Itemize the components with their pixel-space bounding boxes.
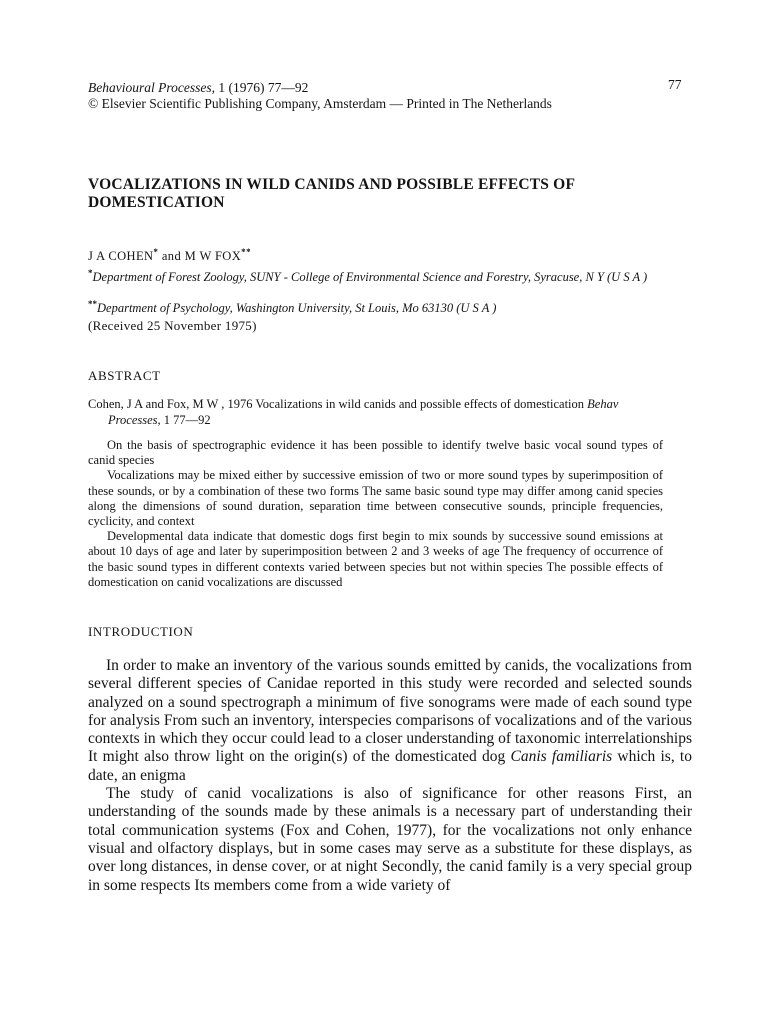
citation-pages: 1 77—92	[160, 413, 211, 427]
species-name: Canis familiaris	[510, 748, 613, 766]
abstract-body	[88, 438, 663, 590]
author-line	[88, 247, 251, 264]
journal-citation-line	[88, 80, 308, 96]
affiliation-2-text: Department of Psychology, Washington University, St Louis, Mo 63130 (U S A )	[97, 301, 497, 316]
introduction-body	[88, 657, 692, 895]
author-cohen-mark: *	[153, 247, 159, 257]
abstract-heading: ABSTRACT	[88, 368, 161, 383]
introduction-paragraph-1-text: In order to make an inventory of the various sounds emitted by canids, the vocalizations from several different species of Canidae reported in this study were recorded and selected sounds analyzed on a sound spectrograph a minimum of five sonograms were made of each sound type for analysis From such an inventory, interspecies comparisons of vocalizations and of the various contexts in which they occur could lead to a closer understanding of taxonomic interrelationships It might also throw light on the origin(s) of the domesticated dog	[88, 657, 692, 766]
journal-name: Behavioural Processes,	[88, 80, 215, 95]
article-title: VOCALIZATIONS IN WILD CANIDS AND POSSIBLE EFFECTS OF DOMESTICATION	[88, 176, 575, 211]
introduction-heading: INTRODUCTION	[88, 624, 194, 639]
introduction-paragraph-1-end: which is, to date, an enigma	[88, 748, 692, 784]
page-number: 77	[668, 77, 682, 92]
author-fox: M W FOX	[184, 249, 242, 264]
affiliation-1	[88, 266, 688, 284]
affiliation-2-mark: **	[88, 299, 97, 309]
affiliation-1-text: Department of Forest Zoology, SUNY - College of Environmental Science and Forestry, Syracuse, N Y (U S A )	[92, 270, 648, 285]
affiliation-2	[88, 297, 688, 315]
abstract-paragraph-3: Developmental data indicate that domestic dogs first begin to mix sounds by successive sound emissions at about 10 days of age and later by superimposition between 2 and 3 weeks of age The frequency of occurrence of the basic sound types in different contexts varied between species but not within species The possible effects of domestication on canid vocalizations are discussed	[88, 529, 663, 589]
introduction-paragraph-2: The study of canid vocalizations is also of significance for other reasons First, an understanding of the sounds made by these animals is a necessary part of understanding their total communication systems (Fox and Cohen, 1977), for the vocalizations not only enhance visual and olfactory displays, but in some cases may serve as a substitute for these displays, as over long distances, in dense cover, or at night Secondly, the canid family is a very special group in some respects Its members come from a wide variety of	[88, 785, 692, 894]
abstract-paragraph-2: Vocalizations may be mixed either by successive emission of two or more sound types by superimposition of these sounds, or by a combination of these two forms The same basic sound type may differ among canid species along the dimensions of sound duration, separation time between consecutive sounds, principle frequencies, cyclicity, and context	[88, 468, 663, 529]
affiliation-1-mark: *	[88, 268, 93, 278]
copyright-line: © Elsevier Scientific Publishing Company, Amsterdam — Printed in The Netherlands	[88, 96, 552, 111]
citation-journal: Behav Processes,	[108, 397, 619, 427]
abstract-citation	[88, 396, 663, 428]
author-fox-mark: **	[241, 247, 251, 257]
citation-authors: Cohen, J A and Fox, M W , 1976 Vocalizations in wild canids and possible effects of domestication	[88, 397, 588, 411]
journal-volume: 1 (1976) 77—92	[214, 80, 309, 95]
abstract-paragraph-1: On the basis of spectrographic evidence it has been possible to identify twelve basic vocal sound types of canid species	[88, 438, 663, 468]
received-date: (Received 25 November 1975)	[88, 318, 257, 333]
author-cohen: J A COHEN	[88, 249, 154, 264]
introduction-paragraph-1	[88, 657, 692, 785]
author-conjunction: and	[158, 249, 185, 264]
